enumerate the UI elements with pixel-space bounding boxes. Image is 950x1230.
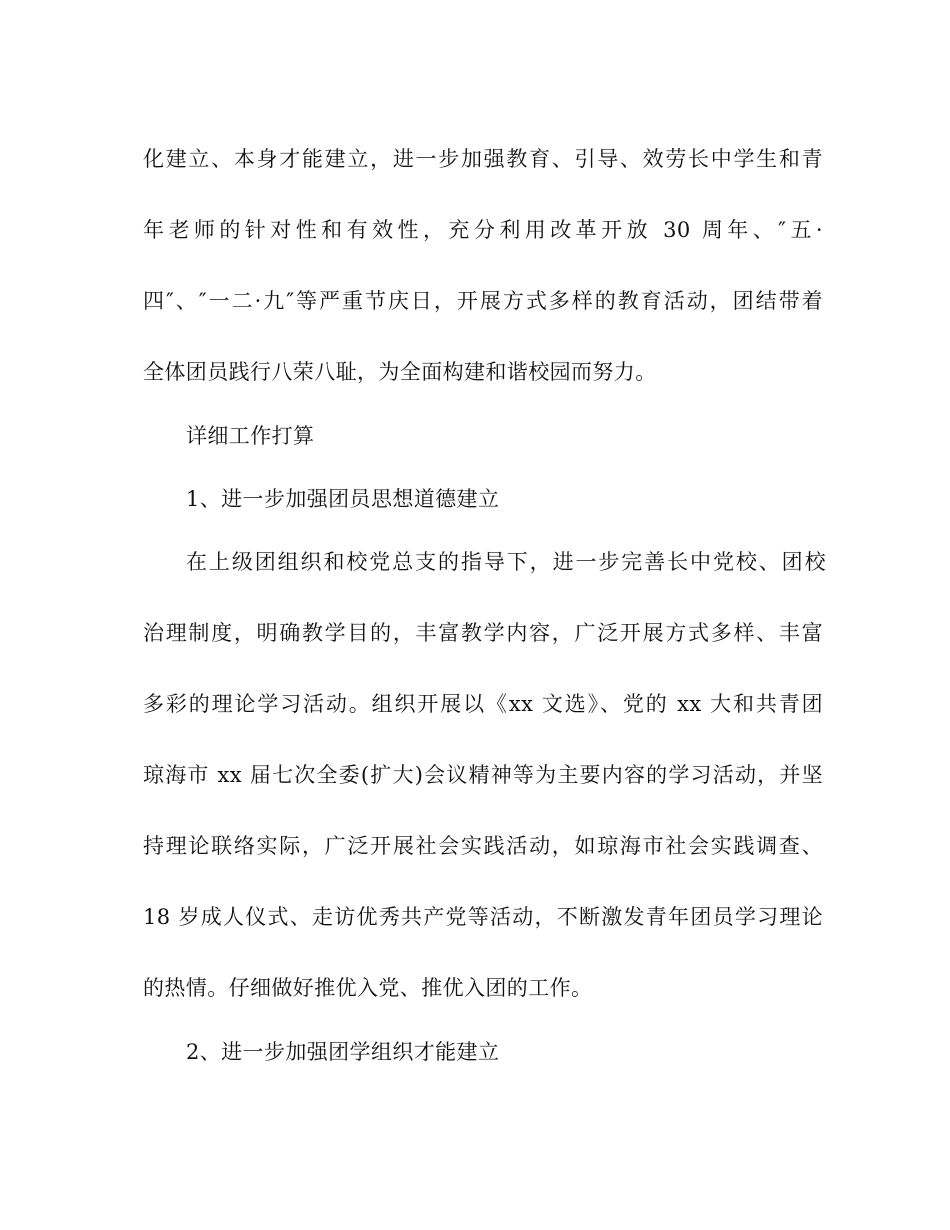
paragraph-line: 年老师的针对性和有效性，充分利用改革开放 30 周年、″五· <box>143 218 823 242</box>
paragraph-line: 琼海市 xx 届七次全委(扩大)会议精神等为主要内容的学习活动，并坚 <box>143 763 823 787</box>
paragraph-line: 在上级团组织和校党总支的指导下，进一步完善长中党校、团校 <box>186 550 826 574</box>
paragraph-line: 多彩的理论学习活动。组织开展以《xx 文选》、党的 xx 大和共青团 <box>143 692 823 716</box>
paragraph-line: 四″、″一二·九″等严重节庆日，开展方式多样的教育活动，团结带着 <box>143 289 823 313</box>
section-heading: 详细工作打算 <box>186 424 315 448</box>
subsection-heading: 2、进一步加强团学组织才能建立 <box>186 1040 500 1064</box>
paragraph-line: 化建立、本身才能建立，进一步加强教育、引导、效劳长中学生和青 <box>143 147 823 171</box>
paragraph-line: 的热情。仔细做好推优入党、推优入团的工作。 <box>143 976 593 1000</box>
paragraph-line: 持理论联络实际，广泛开展社会实践活动，如琼海市社会实践调查、 <box>143 834 823 858</box>
paragraph-line: 全体团员践行八荣八耻，为全面构建和谐校园而努力。 <box>143 360 657 384</box>
paragraph-line: 治理制度，明确教学目的，丰富教学内容，广泛开展方式多样、丰富 <box>143 621 823 645</box>
subsection-heading: 1、进一步加强团员思想道德建立 <box>186 487 500 511</box>
paragraph-line: 18 岁成人仪式、走访优秀共产党等活动，不断激发青年团员学习理论 <box>143 905 823 929</box>
